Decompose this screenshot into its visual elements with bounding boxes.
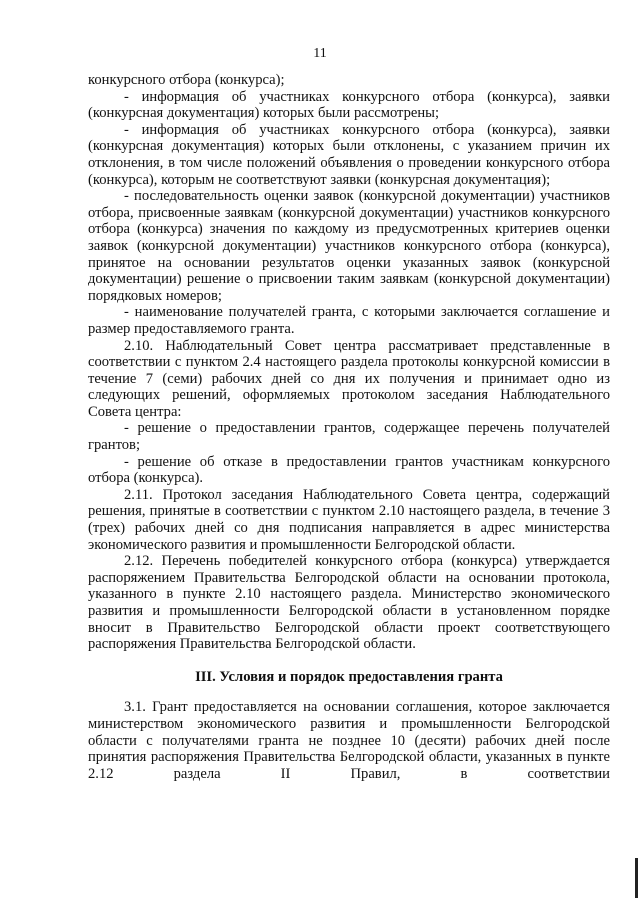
scan-edge-mark bbox=[635, 858, 638, 898]
page-number: 11 bbox=[313, 46, 327, 61]
document-body bbox=[88, 72, 610, 782]
paragraph: 3.1. Грант предоставляется на основании соглашения, которое заключается министерством экономического развития и промышленности Белгородской области с получателями гранта не позднее 10 (десяти) рабочих дней после принятия распоряжения Правительства Белгородской области, указанных в пункте 2.12 раздела II Правил, в соответствии bbox=[88, 699, 610, 782]
paragraph: - информация об участниках конкурсного отбора (конкурса), заявки (конкурсная документация) которых были рассмотрены; bbox=[88, 88, 610, 122]
paragraph: 2.12. Перечень победителей конкурсного отбора (конкурса) утверждается распоряжением Правительства Белгородской области на основании протокола, указанного в пункте 2.10 настоящего раздела. Министерство экономического развития и промышленности Белгородской области в установленном порядке вносит в Правительство Белгородской области проект соответствующего распоряжения Правительства Белгородской области. bbox=[88, 553, 610, 653]
paragraph: - наименование получателей гранта, с которыми заключается соглашение и размер предоставляемого гранта. bbox=[88, 304, 610, 337]
paragraph: - решение о предоставлении грантов, содержащее перечень получателей грантов; bbox=[88, 420, 610, 454]
paragraph: конкурсного отбора (конкурса); bbox=[88, 72, 285, 88]
paragraph: 2.10. Наблюдательный Совет центра рассматривает представленные в соответствии с пунктом 2.4 настоящего раздела протоколы конкурсной комиссии в течение 7 (семи) рабочих дней со дня их получения и принимает одно из следующих решений, оформляемых протоколом заседания Наблюдательного Совета центра: bbox=[88, 337, 610, 420]
section-heading: III. Условия и порядок предоставления гранта bbox=[195, 668, 503, 685]
paragraph: - решение об отказе в предоставлении грантов участникам конкурсного отбора (конкурса). bbox=[88, 453, 610, 487]
paragraph: 2.11. Протокол заседания Наблюдательного Совета центра, содержащий решения, принятые в соответствии с пунктом 2.10 настоящего раздела, в течение 3 (трех) рабочих дней со дня подписания направляется в адрес министерства экономического развития и промышленности Белгородской области. bbox=[88, 486, 610, 553]
paragraph: - последовательность оценки заявок (конкурсной документации) участников отбора, присвоенные заявкам (конкурсной документации) участников конкурсного отбора (конкурса) значения по каждому из предусмотренных критериев оценки заявок (конкурсной документации) участников конкурсного отбора (конкурса), принятое на основании результатов оценки указанных заявок (конкурсной документации) решение о присвоении таким заявкам (конкурсной документации) порядковых номеров; bbox=[88, 188, 610, 304]
paragraph: - информация об участниках конкурсного отбора (конкурса), заявки (конкурсная документация) которых были отклонены, с указанием причин их отклонения, в том числе положений объявления о проведении конкурсного отбора (конкурса), которым не соответствуют заявки (конкурсная документация); bbox=[88, 121, 610, 188]
